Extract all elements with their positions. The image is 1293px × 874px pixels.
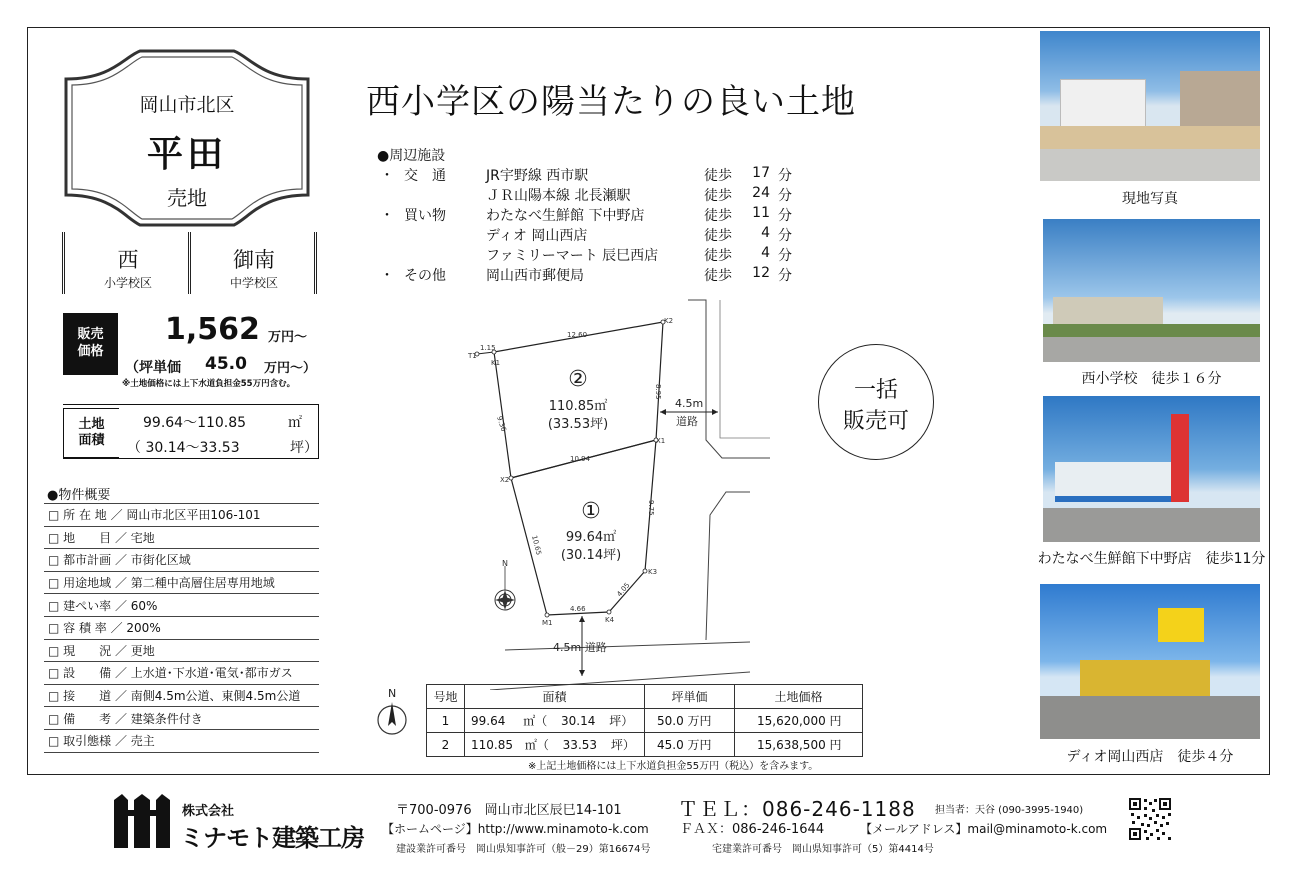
dim-label: 10.65 <box>530 534 543 556</box>
bulk-sale-badge: 一括 販売可 <box>818 344 934 460</box>
homepage-link[interactable]: 【ホームページ】http://www.minamoto-k.com <box>382 822 649 836</box>
price-badge: 販売 価格 <box>63 313 118 375</box>
price-table-note: ※上記土地価格には上下水道負担金55万円（税込）を含みます。 <box>528 761 819 772</box>
company-line1: 株式会社 <box>182 804 235 819</box>
col-header: 号地 <box>427 685 465 709</box>
road-east-width: 4.5m <box>675 397 704 410</box>
school-photo-caption: 西小学校 徒歩１６分 <box>1081 371 1222 387</box>
svg-text:N: N <box>502 559 508 568</box>
dim-label: 1.15 <box>480 344 496 352</box>
svg-text:N: N <box>388 687 397 700</box>
dim-label: 9.36 <box>495 415 508 433</box>
point-label: K3 <box>648 568 658 576</box>
realestate-license: 宅建業許可番号 岡山県知事許可（5）第4414号 <box>712 844 934 855</box>
lot-1-tsubo: (30.14坪) <box>560 548 622 563</box>
facility-row: ・ 買い物 わたなべ生鮮館 下中野店 徒歩 11 分 <box>380 205 792 224</box>
land-tsubo-unit: 坪） <box>290 440 318 456</box>
site-photo-caption: 現地写真 <box>1122 191 1178 207</box>
facility-row: ＪＲ山陽本線 北長瀬駅 徒歩 24 分 <box>486 185 792 204</box>
road-edge-east <box>688 300 770 458</box>
dim-label: 4.66 <box>570 605 586 613</box>
supermarket-photo <box>1043 396 1260 542</box>
dim-label: 4.05 <box>615 581 632 599</box>
price-value: 1,562 <box>165 312 260 347</box>
road-south-label: 4.5m 道路 <box>553 641 607 654</box>
company-address: 〒700-0976 岡山市北区辰巳14-101 <box>396 803 622 818</box>
col-header: 面積 <box>465 685 645 709</box>
price-unit: 万円～ <box>268 330 308 345</box>
col-header: 土地価格 <box>735 685 863 709</box>
compass-rose-icon <box>495 559 515 610</box>
company-logo-icon <box>110 790 174 850</box>
spec-row: □ 建ぺい率 ／ 60% <box>44 594 319 617</box>
dim-label: 10.94 <box>570 455 591 463</box>
dim-label: 9.75 <box>647 500 655 516</box>
road-edge-east-lower <box>706 492 750 640</box>
spec-row: □ 用途地域 ／ 第二種中高層住居専用地域 <box>44 571 319 594</box>
road-east-label: 道路 <box>676 415 698 428</box>
tsubo-unit: 万円～） <box>264 361 317 376</box>
site-photo <box>1040 31 1260 181</box>
school-district-box <box>62 232 318 294</box>
land-sqm-unit: ㎡ <box>288 415 302 431</box>
point-label: T1 <box>468 352 477 360</box>
qr-code-icon[interactable] <box>1128 797 1172 841</box>
facility-row: ファミリーマート 辰巳西店 徒歩 4 分 <box>486 245 792 264</box>
point-label: K2 <box>664 317 674 325</box>
company-name: ミナモト建築工房 <box>180 824 364 852</box>
elementary-school: 西 小学校区 <box>103 248 152 290</box>
supermarket-photo-caption: わたなべ生鮮館下中野店 徒歩11分 <box>1037 551 1266 567</box>
spec-row: □ 現 況 ／ 更地 <box>44 639 319 662</box>
facility-row: ディオ 岡山西店 徒歩 4 分 <box>486 225 792 244</box>
lot-2-sqm: 110.85㎡ <box>548 399 608 414</box>
property-type: 売地 <box>167 186 207 210</box>
point-label: X1 <box>656 437 666 445</box>
lot-2-number: ② <box>568 367 588 392</box>
junior-high-school: 御南 中学校区 <box>229 248 278 290</box>
company-fax: ＦＡＸ：086-246-1644 <box>680 822 825 837</box>
point-label: K1 <box>491 359 501 367</box>
spec-table <box>44 503 319 753</box>
dio-store-photo-caption: ディオ岡山西店 徒歩４分 <box>1066 749 1234 765</box>
spec-row: □ 地 目 ／ 宅地 <box>44 526 319 549</box>
company-tel: ＴＥＬ：086-246-1188 <box>678 797 916 821</box>
contact-person: 担当者：天谷 (090-3995-1940) <box>935 805 1084 816</box>
road-edge-south <box>505 642 750 650</box>
land-area-badge: 土地 面積 <box>63 408 119 458</box>
spec-row: □ 容 積 率 ／ 200% <box>44 616 319 639</box>
plot-map <box>440 290 770 690</box>
spec-row: □ 設 備 ／ 上水道･下水道･電気･都市ガス <box>44 662 319 685</box>
lot-1-number: ① <box>581 499 601 524</box>
page-title: 西小学区の陽当たりの良い土地 <box>366 82 856 122</box>
mail-link[interactable]: 【メールアドレス】mail@minamoto-k.com <box>860 822 1108 836</box>
lot-1-sqm: 99.64㎡ <box>565 530 617 545</box>
tsubo-value: 45.0 <box>205 354 247 374</box>
spec-heading: ●物件概要 <box>47 488 111 503</box>
facilities-list <box>380 165 800 285</box>
dio-store-photo <box>1040 584 1260 739</box>
point-label: K4 <box>605 616 615 624</box>
col-header: 坪単価 <box>645 685 735 709</box>
construction-license: 建設業許可番号 岡山県知事許可（般－29）第16674号 <box>396 844 651 855</box>
lot-price-table <box>426 684 863 757</box>
lot-1-outline <box>511 440 656 615</box>
land-sqm: 99.64～110.85 <box>143 415 247 431</box>
price-note: ※土地価格には上下水道負担金55万円含む。 <box>122 379 296 389</box>
table-row: 1 99.64 ㎡（ 30.14 坪） 50.0 万円 15,620,000 円 <box>427 709 863 733</box>
lot-2-tsubo: (33.53坪) <box>547 417 609 432</box>
point-label: X2 <box>500 476 510 484</box>
spec-row: □ 接 道 ／ 南側4.5m公道、東側4.5m公道 <box>44 684 319 707</box>
spec-row: □ 都市計画 ／ 市街化区域 <box>44 549 319 572</box>
spec-row: □ 取引態様 ／ 売主 <box>44 729 319 752</box>
spec-row: □ 所 在 地 ／ 岡山市北区平田106-101 <box>44 504 319 527</box>
facility-row: ・ 交 通 JR宇野線 西市駅 徒歩 17 分 <box>380 165 792 184</box>
spec-row: □ 備 考 ／ 建築条件付き <box>44 707 319 730</box>
dim-label: 8.95 <box>654 384 662 400</box>
city-name: 岡山市北区 <box>139 94 235 116</box>
table-row: 2 110.85 ㎡（ 33.53 坪） 45.0 万円 15,638,500 円 <box>427 733 863 757</box>
facilities-heading: ●周辺施設 <box>377 148 446 164</box>
north-compass-icon <box>372 686 414 744</box>
facility-row: ・ その他 岡山西市郵便局 徒歩 12 分 <box>380 265 792 284</box>
tsubo-prefix: （坪単価 <box>125 360 181 376</box>
area-name: 平田 <box>146 134 227 175</box>
land-tsubo: （ 30.14～33.53 <box>127 440 240 456</box>
dim-label: 12.60 <box>567 331 588 339</box>
point-label: M1 <box>542 619 553 627</box>
school-photo <box>1043 219 1260 362</box>
